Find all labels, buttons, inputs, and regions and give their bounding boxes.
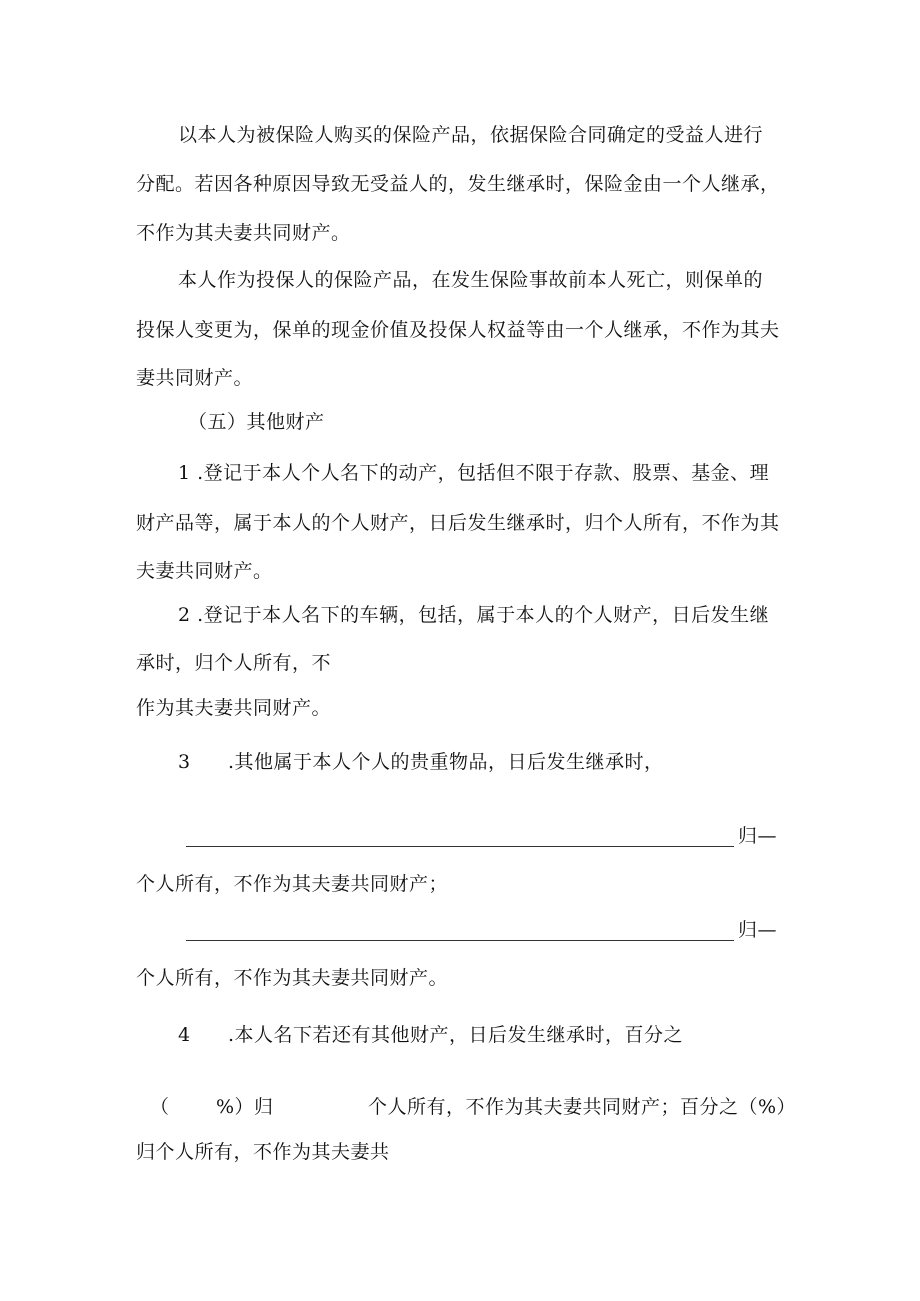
item-2-line-2: 承时，归个人所有，不 <box>136 652 332 674</box>
paragraph-1-line-1: 以本人为被保险人购买的保险产品，依据保险合同确定的受益人进行 <box>178 124 764 146</box>
item-3-blank-line-2 <box>186 940 734 941</box>
item-4-line-3: 归个人所有，不作为其夫妻共 <box>136 1141 390 1163</box>
paragraph-2-line-3: 妻共同财产。 <box>136 367 254 389</box>
item-4-percent-to: %）归 <box>216 1096 274 1118</box>
item-4-open-paren: （ <box>150 1096 170 1118</box>
item-3-blank-2-suffix: 归— <box>738 919 778 941</box>
paragraph-1-line-3: 不作为其夫妻共同财产。 <box>136 222 351 244</box>
item-4-number: 4 <box>178 1024 191 1046</box>
item-3-blank-1-suffix: 归— <box>738 825 778 847</box>
item-3-number: 3 <box>178 751 191 773</box>
item-3-line-2: 个人所有，不作为其夫妻共同财产； <box>136 873 449 895</box>
item-3-text: .其他属于本人个人的贵重物品，日后发生继承时， <box>228 751 664 773</box>
paragraph-2-line-2: 投保人变更为，保单的现金价值及投保人权益等由一个人继承，不作为其夫 <box>136 319 780 341</box>
item-1-line-1: 1 .登记于本人个人名下的动产，包括但不限于存款、股票、基金、理 <box>178 462 770 484</box>
item-4-line-2-rest: 个人所有，不作为其夫妻共同财产；百分之（%） <box>368 1096 797 1118</box>
paragraph-1-line-2: 分配。若因各种原因导致无受益人的，发生继承时，保险金由一个人继承， <box>136 173 780 195</box>
item-2-line-3: 作为其夫妻共同财产。 <box>136 697 332 719</box>
item-3-blank-line-1 <box>186 846 734 847</box>
item-2-line-1: 2 .登记于本人名下的车辆，包括，属于本人的个人财产，日后发生继 <box>178 604 770 626</box>
item-1-line-3: 夫妻共同财产。 <box>136 560 273 582</box>
item-4-text: .本人名下若还有其他财产，日后发生继承时，百分之 <box>228 1024 684 1046</box>
paragraph-2-line-1: 本人作为投保人的保险产品，在发生保险事故前本人死亡，则保单的 <box>178 269 764 291</box>
item-3-line-3: 个人所有，不作为其夫妻共同财产。 <box>136 967 449 989</box>
item-1-line-2: 财产品等，属于本人的个人财产，日后发生继承时，归个人所有，不作为其 <box>136 512 780 534</box>
section-heading-other-property: （五）其他财产 <box>188 411 325 433</box>
